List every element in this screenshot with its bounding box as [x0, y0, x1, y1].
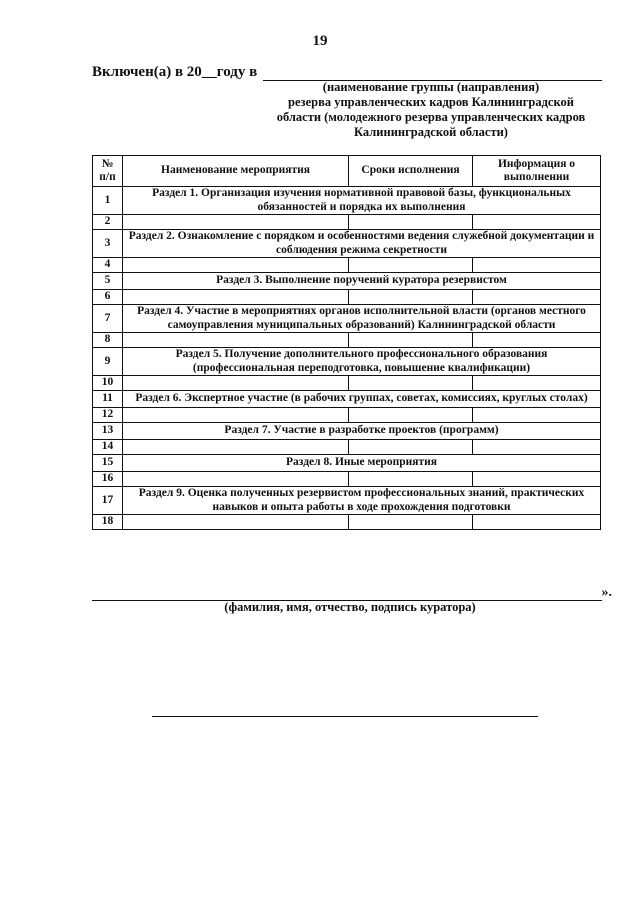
row-number-cell: 17: [93, 487, 123, 515]
row-number-cell: 7: [93, 305, 123, 333]
table-row: [93, 487, 601, 515]
table-row: [93, 391, 601, 408]
column-header-activity: Наименование мероприятия: [123, 156, 349, 187]
status-cell[interactable]: [473, 215, 601, 230]
status-cell[interactable]: [473, 376, 601, 391]
activity-cell[interactable]: [123, 290, 349, 305]
row-number-cell: 4: [93, 258, 123, 273]
table-row: [93, 423, 601, 440]
row-number-cell: 11: [93, 391, 123, 408]
included-in-reserve-line: [92, 64, 602, 81]
training-plan-table: [92, 155, 601, 530]
deadline-cell[interactable]: [349, 440, 473, 455]
activity-cell[interactable]: [123, 515, 349, 530]
section-title-cell: Раздел 6. Экспертное участие (в рабочих группах, советах, комиссиях, круглых столах): [123, 391, 601, 408]
table-row: [93, 515, 601, 530]
status-cell[interactable]: [473, 333, 601, 348]
page-number: 19: [312, 33, 328, 49]
activity-cell[interactable]: [123, 215, 349, 230]
table-row: [93, 290, 601, 305]
deadline-cell[interactable]: [349, 515, 473, 530]
row-number-cell: 14: [93, 440, 123, 455]
table-header-row: [93, 156, 601, 187]
table-row: [93, 440, 601, 455]
row-number-cell: 12: [93, 408, 123, 423]
status-cell[interactable]: [473, 258, 601, 273]
status-cell[interactable]: [473, 472, 601, 487]
section-title-cell: Раздел 8. Иные мероприятия: [123, 455, 601, 472]
bottom-divider: [152, 716, 538, 717]
deadline-cell[interactable]: [349, 472, 473, 487]
table-row: [93, 348, 601, 376]
table-row: [93, 273, 601, 290]
row-number-cell: 1: [93, 187, 123, 215]
deadline-cell[interactable]: [349, 290, 473, 305]
table-row: [93, 472, 601, 487]
group-name-blank[interactable]: [263, 65, 602, 81]
included-in-reserve-label: Включен(а) в 20__году в: [92, 64, 258, 80]
table-row: [93, 455, 601, 472]
deadline-cell[interactable]: [349, 258, 473, 273]
status-cell[interactable]: [473, 290, 601, 305]
curator-signature-caption: (фамилия, имя, отчество, подпись куратора): [224, 600, 476, 614]
section-title-cell: Раздел 7. Участие в разработке проектов (программ): [123, 423, 601, 440]
row-number-cell: 9: [93, 348, 123, 376]
group-name-caption-line: резерва управленческих кадров Калининградской: [288, 95, 574, 109]
group-name-caption: [258, 80, 604, 140]
row-number-cell: 18: [93, 515, 123, 530]
table-row: [93, 305, 601, 333]
group-name-caption-line: Калининградской области): [354, 125, 508, 139]
row-number-cell: 16: [93, 472, 123, 487]
group-name-caption-line: (наименование группы (направления): [322, 80, 540, 94]
table-body: [93, 187, 601, 530]
table-row: [93, 230, 601, 258]
status-cell[interactable]: [473, 440, 601, 455]
closing-quote-mark: ».: [601, 585, 612, 600]
row-number-cell: 10: [93, 376, 123, 391]
activity-cell[interactable]: [123, 440, 349, 455]
deadline-cell[interactable]: [349, 408, 473, 423]
section-title-cell: Раздел 4. Участие в мероприятиях органов исполнительной власти (органов местного самоуправления муниципальных образований) Калининградской области: [123, 305, 601, 333]
status-cell[interactable]: [473, 408, 601, 423]
table-row: [93, 408, 601, 423]
section-title-cell: Раздел 3. Выполнение поручений куратора резервистом: [123, 273, 601, 290]
row-number-cell: 15: [93, 455, 123, 472]
row-number-cell: 5: [93, 273, 123, 290]
row-number-cell: 2: [93, 215, 123, 230]
table-row: [93, 333, 601, 348]
activity-cell[interactable]: [123, 376, 349, 391]
activity-cell[interactable]: [123, 333, 349, 348]
curator-signature-line: [92, 585, 612, 601]
row-number-cell: 6: [93, 290, 123, 305]
column-header-number: № п/п: [93, 156, 123, 187]
table-row: [93, 376, 601, 391]
deadline-cell[interactable]: [349, 215, 473, 230]
table-row: [93, 258, 601, 273]
section-title-cell: Раздел 1. Организация изучения нормативной правовой базы, функциональных обязанностей и порядка их выполнения: [123, 187, 601, 215]
section-title-cell: Раздел 2. Ознакомление с порядком и особенностями ведения служебной документации и соблюдения режима секретности: [123, 230, 601, 258]
section-title-cell: Раздел 9. Оценка полученных резервистом профессиональных знаний, практических навыков и опыта работы в ходе прохождения подготовки: [123, 487, 601, 515]
activity-cell[interactable]: [123, 408, 349, 423]
activity-cell[interactable]: [123, 472, 349, 487]
row-number-cell: 8: [93, 333, 123, 348]
table-row: [93, 215, 601, 230]
table-row: [93, 187, 601, 215]
activity-cell[interactable]: [123, 258, 349, 273]
column-header-deadline: Сроки исполнения: [349, 156, 473, 187]
deadline-cell[interactable]: [349, 333, 473, 348]
row-number-cell: 13: [93, 423, 123, 440]
status-cell[interactable]: [473, 515, 601, 530]
row-number-cell: 3: [93, 230, 123, 258]
group-name-caption-line: области (молодежного резерва управленческих кадров: [276, 110, 586, 124]
deadline-cell[interactable]: [349, 376, 473, 391]
column-header-status: Информация о выполнении: [473, 156, 601, 187]
section-title-cell: Раздел 5. Получение дополнительного профессионального образования (профессиональная переподготовка, повышение квалификации): [123, 348, 601, 376]
